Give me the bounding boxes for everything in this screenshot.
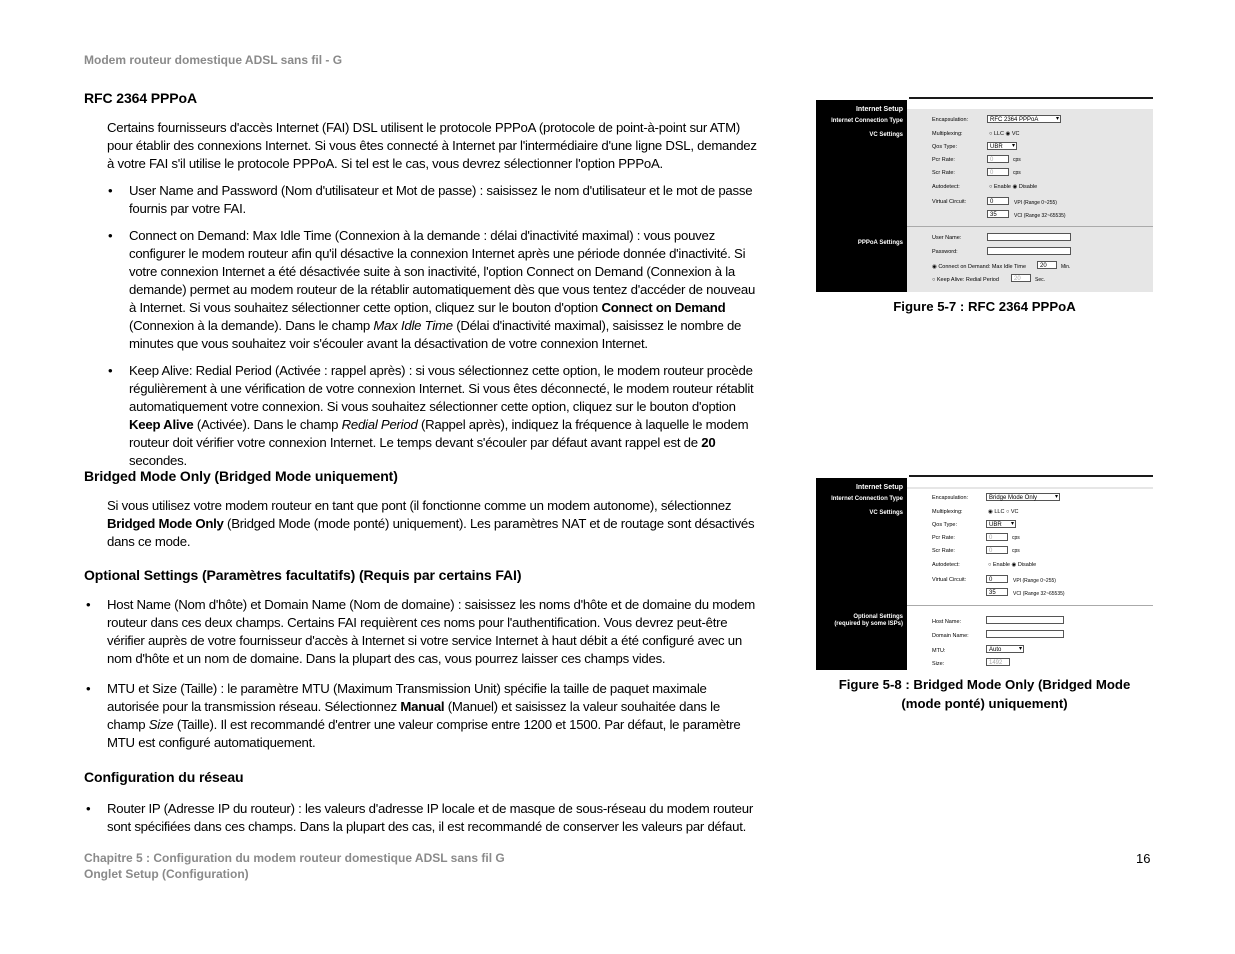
bold-term: Connect on Demand [601, 300, 726, 315]
figure-form-panel [907, 489, 1153, 670]
bold-term: Keep Alive [129, 417, 194, 432]
connect-label: Connect on Demand: Max Idle Time [938, 264, 1027, 270]
pcr-input[interactable]: 0 [986, 533, 1008, 541]
multiplexing-label: Multiplexing: [932, 131, 963, 137]
host-name-label: Host Name: [932, 619, 962, 625]
bold-term: 20 [701, 435, 716, 450]
multiplexing-label: Multiplexing: [932, 509, 963, 515]
caption-line-1: Figure 5-8 : Bridged Mode Only (Bridged Mode [838, 677, 1131, 692]
figure-rfc2364-screenshot [816, 95, 1153, 292]
qos-select[interactable]: UBR ▾ [986, 520, 1016, 528]
footer-section: Onglet Setup (Configuration) [84, 867, 249, 881]
running-header: Modem routeur domestique ADSL sans fil - G [84, 53, 343, 67]
figure-5-7-caption: Figure 5-7 : RFC 2364 PPPoA [893, 299, 1076, 314]
bullet-text: (Manuel) et saisissez la valeur souhaitée dans le champ [107, 699, 720, 732]
bridged-paragraph [107, 497, 759, 551]
encapsulation-select[interactable]: Bridge Mode Only ▾ [986, 493, 1060, 501]
bullet-keep-alive [108, 362, 759, 470]
domain-name-label: Domain Name: [932, 633, 969, 639]
rfc-intro-paragraph: Certains fournisseurs d'accès Internet (FAI) DSL utilisent le protocole PPPoA (protocole de point-à-point sur ATM) pour établir des connexions Internet. Si vous êtes connecté à Internet par l'intermédiaire d'une ligne DSL, demandez à votre FAI s'il utilise le protocole PPPoA. Si tel est le cas, vous devrez sélectionner l'option PPPoA. [107, 120, 757, 171]
bold-term: Manual [400, 699, 445, 714]
page-number: 16 [1136, 851, 1151, 866]
bullet-text: Connect on Demand: Max Idle Time (Connexion à la demande : délai d'inactivité maximal) : vous pouvez configurer le modem routeur afin qu'il désactive la connexion Internet après une période donnée d'inactivité. Si votre connexion Internet a été désactivée suite à son inactivité, l'option Connect on Demand (Connexion à la demande) permet au modem routeur de la rétablir automatiquement dès que vous tentez d'accéder de nouveau à Internet. Si vous souhaitez sélectionner cette option, cliquez sur le bouton d'option [129, 228, 756, 315]
vc-label: VC [1011, 131, 1020, 137]
bullet-host-domain [86, 596, 759, 668]
username-input[interactable] [987, 233, 1071, 241]
bullet-glyph: • [86, 597, 91, 612]
bullet-text: User Name and Password (Nom d'utilisateur et Mot de passe) : saisissez le nom d'utilisateur et le mot de passe fournis par votre FAI. [129, 183, 753, 216]
vc-settings-label: VC Settings [869, 132, 903, 138]
divider [907, 226, 1153, 227]
section-title-network: Configuration du réseau [84, 769, 244, 785]
connection-type-label: Internet Connection Type [831, 496, 903, 502]
idle-unit: Min. [1061, 264, 1071, 270]
required-isps-label: (required by some ISPs) [834, 621, 903, 627]
italic-term: Max Idle Time [373, 318, 453, 333]
section-title-rfc2364: RFC 2364 PPPoA [84, 90, 197, 106]
bullet-glyph: • [108, 228, 113, 243]
llc-label: LLC [993, 131, 1004, 137]
bullet-text: (Activée). Dans le champ [193, 417, 342, 432]
bullet-text: MTU et Size (Taille) : le paramètre MTU (Maximum Transmission Unit) spécifie la taille de paquet maximale autorisée pour la transmission réseau. Sélectionnez [107, 681, 707, 714]
divider [907, 605, 1153, 606]
vci-input[interactable]: 35 [986, 588, 1008, 596]
virtual-circuit-label: Virtual Circuit: [932, 577, 967, 583]
pcr-unit: cps [1012, 535, 1020, 541]
para-text: Si vous utilisez votre modem routeur en tant que pont (il fonctionne comme un modem autonome), sélectionnez [107, 498, 732, 513]
username-label: User Name: [932, 235, 962, 241]
domain-name-input[interactable] [986, 630, 1064, 638]
footer-chapter: Chapitre 5 : Configuration du modem routeur domestique ADSL sans fil G [84, 851, 505, 865]
optional-settings-label: Optional Settings [853, 614, 903, 620]
pcr-unit: cps [1013, 157, 1021, 163]
bullet-mtu-size [86, 680, 759, 752]
internet-setup-label: Internet Setup [855, 106, 903, 113]
redial-unit: Sec. [1035, 277, 1046, 283]
figure-form-panel [907, 111, 1153, 292]
topbar-accent-line [909, 97, 1153, 99]
vc-settings-label: VC Settings [869, 510, 903, 516]
bullet-text: (Connexion à la demande). Dans le champ [129, 318, 374, 333]
encapsulation-label: Encapsulation: [932, 495, 969, 501]
bullet-text: Keep Alive: Redial Period (Activée : rappel après) : si vous sélectionnez cette option, le modem routeur procède régulièrement à une vérification de votre connexion Internet. Si vous êtes déconnecté, le modem routeur rétablit automatiquement votre connexion. Si vous souhaitez sélectionner cette option, cliquez sur le bouton d'option [129, 363, 754, 414]
multiplexing-radio[interactable]: ◉ LLC ○ VC [988, 509, 1019, 515]
para-text: (Bridged Mode (mode ponté) uniquement). Les paramètres NAT et de routage sont désactivés dans ce mode. [107, 516, 755, 549]
encapsulation-select[interactable]: RFC 2364 PPPoA ▾ [987, 115, 1061, 123]
bullet-connect-on-demand [108, 227, 759, 353]
scr-label: Scr Rate: [932, 548, 955, 554]
vpi-range: VPI (Range 0~255) [1014, 200, 1057, 206]
keep-alive-radio[interactable]: ○ Keep Alive: Redial Period [932, 277, 999, 283]
autodetect-radio[interactable]: ○ Enable ◉ Disable [989, 184, 1038, 190]
enable-label: Enable [993, 184, 1011, 190]
multiplexing-llc-radio[interactable]: ○ LLC ◉ VC [989, 131, 1020, 137]
caption-line-2: (mode ponté) uniquement) [901, 696, 1068, 711]
enable-label: Enable [992, 562, 1010, 568]
vpi-input[interactable]: 0 [987, 197, 1009, 205]
pcr-label: Pcr Rate: [932, 157, 955, 163]
bullet-router-ip [86, 800, 762, 836]
italic-term: Size [148, 717, 174, 732]
qos-label: Qos Type: [932, 144, 957, 150]
size-input[interactable]: 1492 [986, 658, 1010, 666]
topbar-accent-line [909, 475, 1153, 477]
vci-range: VCI (Range 32~65535) [1013, 591, 1065, 597]
bullet-glyph: • [108, 183, 113, 198]
size-label: Size: [932, 661, 945, 667]
bullet-glyph: • [86, 681, 91, 696]
bullet-glyph: • [86, 801, 91, 816]
disable-label: Disable [1018, 184, 1038, 190]
figure-5-8-caption [816, 675, 1153, 713]
vc-label: VC [1010, 509, 1019, 515]
autodetect-label: Autodetect: [932, 184, 960, 190]
internet-setup-label: Internet Setup [855, 484, 903, 491]
qos-label: Qos Type: [932, 522, 957, 528]
bullet-text: secondes. [129, 453, 187, 468]
connect-on-demand-radio[interactable]: ◉ Connect on Demand: Max Idle Time [932, 264, 1027, 270]
pcr-input[interactable]: 0 [987, 155, 1009, 163]
scr-input[interactable]: 0 [986, 546, 1008, 554]
disable-label: Disable [1017, 562, 1037, 568]
keep-label: Keep Alive: Redial Period [936, 277, 999, 283]
host-name-input[interactable] [986, 616, 1064, 624]
autodetect-radio[interactable]: ○ Enable ◉ Disable [988, 562, 1037, 568]
section-title-bridged: Bridged Mode Only (Bridged Mode uniquement) [84, 468, 398, 484]
footer [84, 850, 505, 882]
encapsulation-label: Encapsulation: [932, 117, 969, 123]
mtu-select[interactable]: Auto ▾ [986, 645, 1024, 653]
bold-term: Bridged Mode Only [107, 516, 224, 531]
figure-bridged-screenshot [816, 473, 1153, 670]
llc-label: LLC [994, 509, 1005, 515]
bullet-username-password [108, 182, 759, 218]
pcr-label: Pcr Rate: [932, 535, 955, 541]
bullet-glyph: • [108, 363, 113, 378]
idle-time-input[interactable]: 20 [1037, 261, 1057, 269]
bullet-text: (Rappel après), indiquez la fréquence à laquelle le modem routeur doit vérifier votre connexion Internet. Le temps devant s'écouler par défaut avant rappel est de [129, 417, 749, 450]
figure-left-column [816, 478, 907, 670]
scr-label: Scr Rate: [932, 170, 955, 176]
figure-left-column [816, 100, 907, 292]
password-input[interactable] [987, 247, 1071, 255]
vci-input[interactable]: 35 [987, 210, 1009, 218]
mtu-label: MTU: [932, 648, 946, 654]
scr-input[interactable]: 0 [987, 168, 1009, 176]
qos-select[interactable]: UBR ▾ [987, 142, 1017, 150]
autodetect-label: Autodetect: [932, 562, 960, 568]
bullet-text: Router IP (Adresse IP du routeur) : les valeurs d'adresse IP locale et de masque de sous-réseau du modem routeur sont spécifiées dans ces champs. Dans la plupart des cas, il est recommandé de conserver les valeurs par défaut. [107, 801, 753, 834]
vpi-range: VPI (Range 0~255) [1013, 578, 1056, 584]
virtual-circuit-label: Virtual Circuit: [932, 199, 967, 205]
bullet-text: Host Name (Nom d'hôte) et Domain Name (Nom de domaine) : saisissez les noms d'hôte et de domaine du modem routeur dans ces deux champs. Certains FAI requièrent ces noms pour l'authentification. Vous devrez peut-être vérifier auprès de votre fournisseur d'accès à Internet si votre service Internet à haut débit a été configuré avec un nom d'hôte et un nom de domaine. Dans la plupart des cas, vous pourrez laisser ces champs vides. [107, 597, 755, 666]
italic-term: Redial Period [341, 417, 418, 432]
section-title-optional: Optional Settings (Paramètres facultatifs) (Requis par certains FAI) [84, 567, 522, 583]
vci-range: VCI (Range 32~65535) [1014, 213, 1066, 219]
connection-type-label: Internet Connection Type [831, 118, 903, 124]
scr-unit: cps [1012, 548, 1020, 554]
pppoa-settings-label: PPPoA Settings [857, 240, 903, 246]
bullet-text: (Taille). Il est recommandé d'entrer une valeur comprise entre 1200 et 1500. Par défaut, le paramètre MTU est configuré automatiquement. [107, 717, 741, 750]
bullet-text: (Délai d'inactivité maximal), saisissez le nombre de minutes que vous souhaitez voir s'écouler avant la désactivation de votre connexion Internet. [129, 318, 742, 351]
scr-unit: cps [1013, 170, 1021, 176]
password-label: Password: [932, 249, 958, 255]
vpi-input[interactable]: 0 [986, 575, 1008, 583]
redial-period-input[interactable]: 20 [1011, 274, 1031, 282]
